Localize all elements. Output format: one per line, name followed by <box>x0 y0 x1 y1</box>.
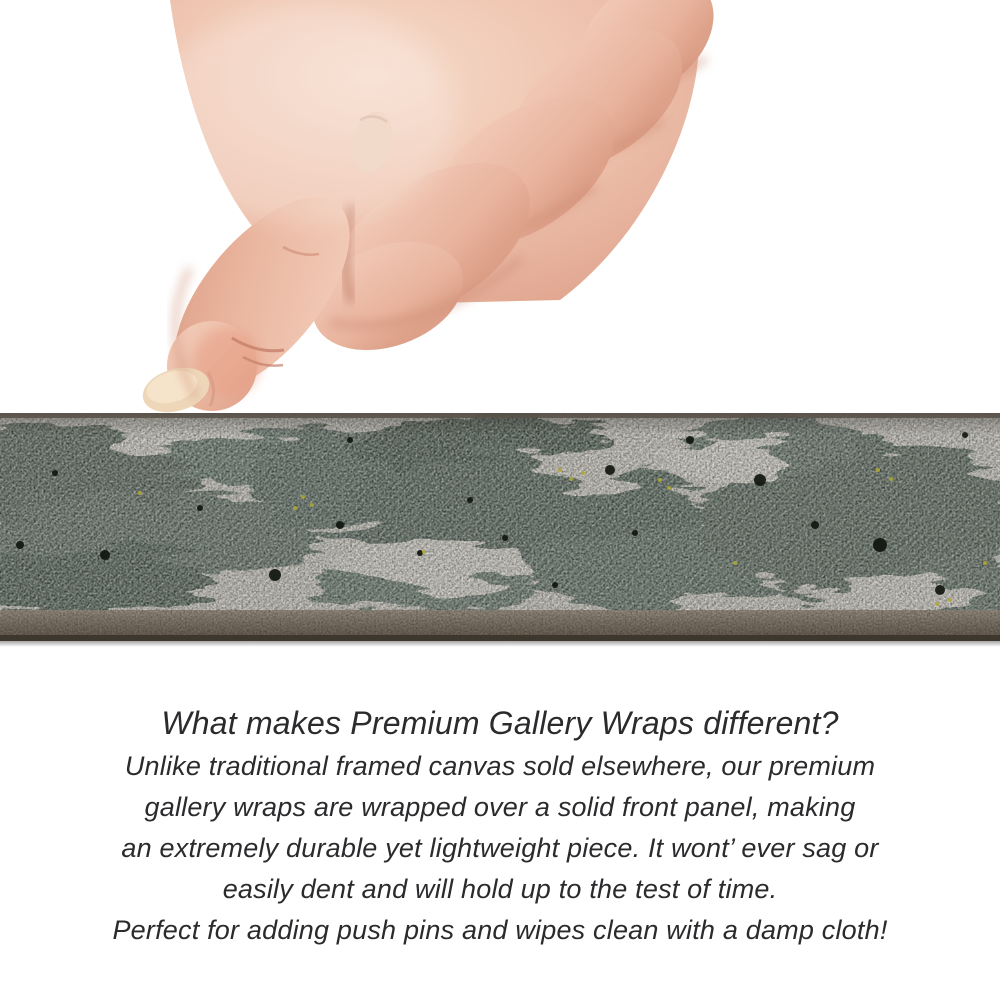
description-block <box>0 700 1000 951</box>
body-line-1: Unlike traditional framed canvas sold elsewhere, our premium <box>124 751 876 781</box>
palm-highlight <box>155 5 455 225</box>
hand-pressing-photo <box>0 0 1000 420</box>
body-line-5: Perfect for adding push pins and wipes clean with a damp cloth! <box>112 915 888 945</box>
body-line-4: easily dent and will hold up to the test of time. <box>222 874 778 904</box>
canvas-wrap-edge-photo <box>0 413 1000 647</box>
body-line-2: gallery wraps are wrapped over a solid front panel, making <box>144 792 856 822</box>
section-title: What makes Premium Gallery Wraps different? <box>161 705 839 741</box>
canvas-edge-line <box>0 635 1000 641</box>
canvas-drop-shadow <box>0 641 1000 647</box>
body-line-3: an extremely durable yet lightweight piece. It wont’ ever sag or <box>121 833 879 863</box>
